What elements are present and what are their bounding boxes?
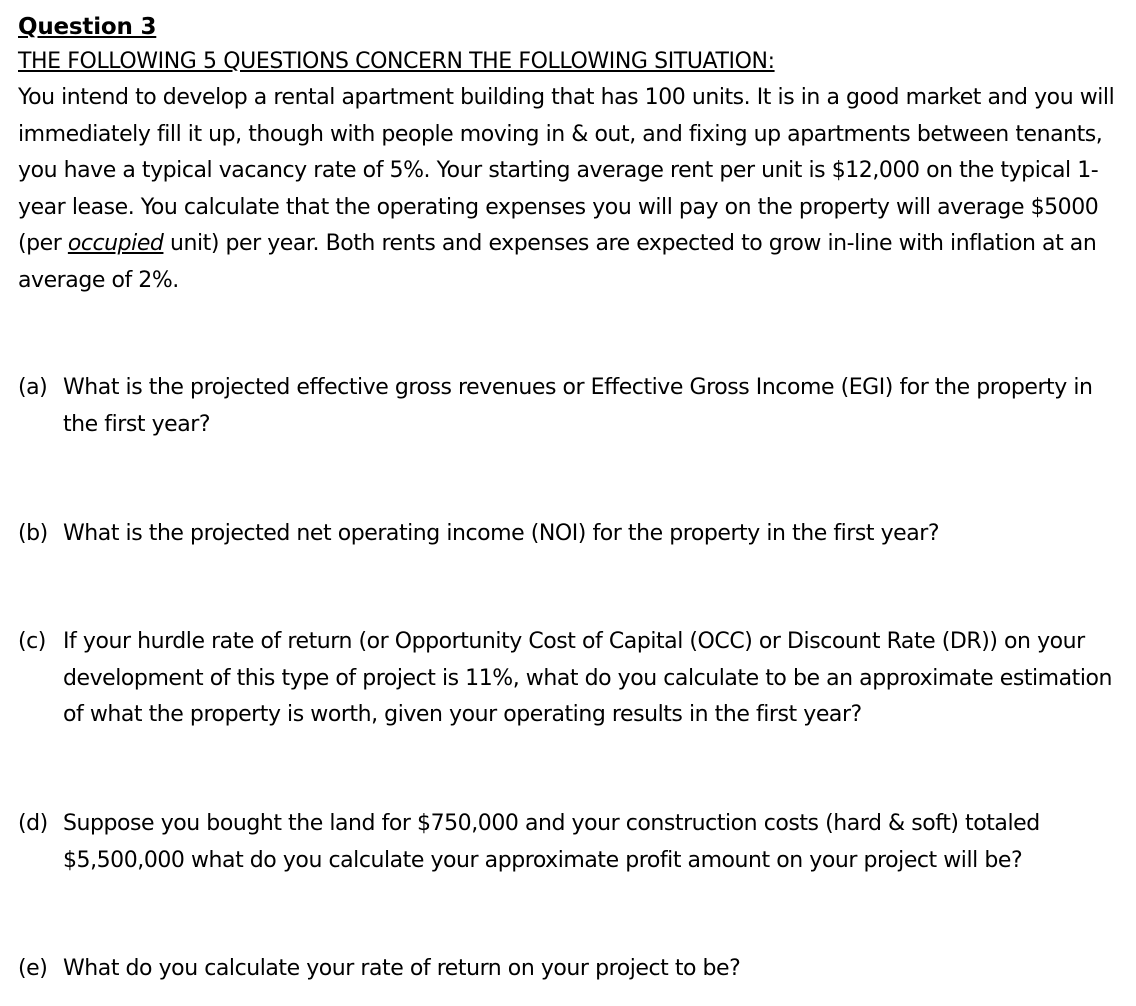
question-a: [18, 370, 1118, 443]
question-c-letter: (c): [18, 629, 46, 654]
question-d-letter: (d): [18, 811, 48, 836]
question-c-text: If your hurdle rate of return (or Opportunity Cost of Capital (OCC) or Discount Rate (DR)) on your development of this type of project is 11%, what do you calculate to be an approximate estimation of what the property is worth, given your operating results in the first year?: [63, 629, 1113, 727]
question-a-text: What is the projected effective gross revenues or Effective Gross Income (EGI) for the property in the first year?: [63, 375, 1093, 437]
question-e-letter: (e): [18, 956, 48, 981]
question-e-text: What do you calculate your rate of return on your project to be?: [63, 956, 741, 981]
question-a-letter: (a): [18, 375, 48, 400]
situation-text-part2: unit) per year. Both rents and expenses are expected to grow in-line with inflation at an average of 2%.: [18, 231, 1097, 293]
question-e: [18, 951, 1118, 988]
question-b-letter: (b): [18, 521, 48, 546]
question-b-text: What is the projected net operating income (NOI) for the property in the first year?: [63, 521, 940, 546]
situation-heading: THE FOLLOWING 5 QUESTIONS CONCERN THE FOLLOWING SITUATION:: [18, 49, 775, 74]
situation-text-part1: You intend to develop a rental apartment building that has 100 units. It is in a good market and you will immediately fill it up, though with people moving in & out, and fixing up apartments between tenants, you have a typical vacancy rate of 5%. Your starting average rent per unit is $12,000 on the typical 1-year lease. You calculate that the operating expenses you will pay on the property will average $5000 (per: [18, 85, 1115, 256]
question-d: [18, 806, 1118, 879]
situation-text-emphasis: occupied: [67, 231, 164, 256]
situation-paragraph: [18, 80, 1118, 299]
question-c: [18, 624, 1118, 734]
question-b: [18, 516, 1118, 553]
question-title: Question 3: [18, 14, 157, 40]
question-d-text: Suppose you bought the land for $750,000 and your construction costs (hard & soft) totaled $5,500,000 what do you calculate your approximate profit amount on your project will be?: [63, 811, 1040, 873]
